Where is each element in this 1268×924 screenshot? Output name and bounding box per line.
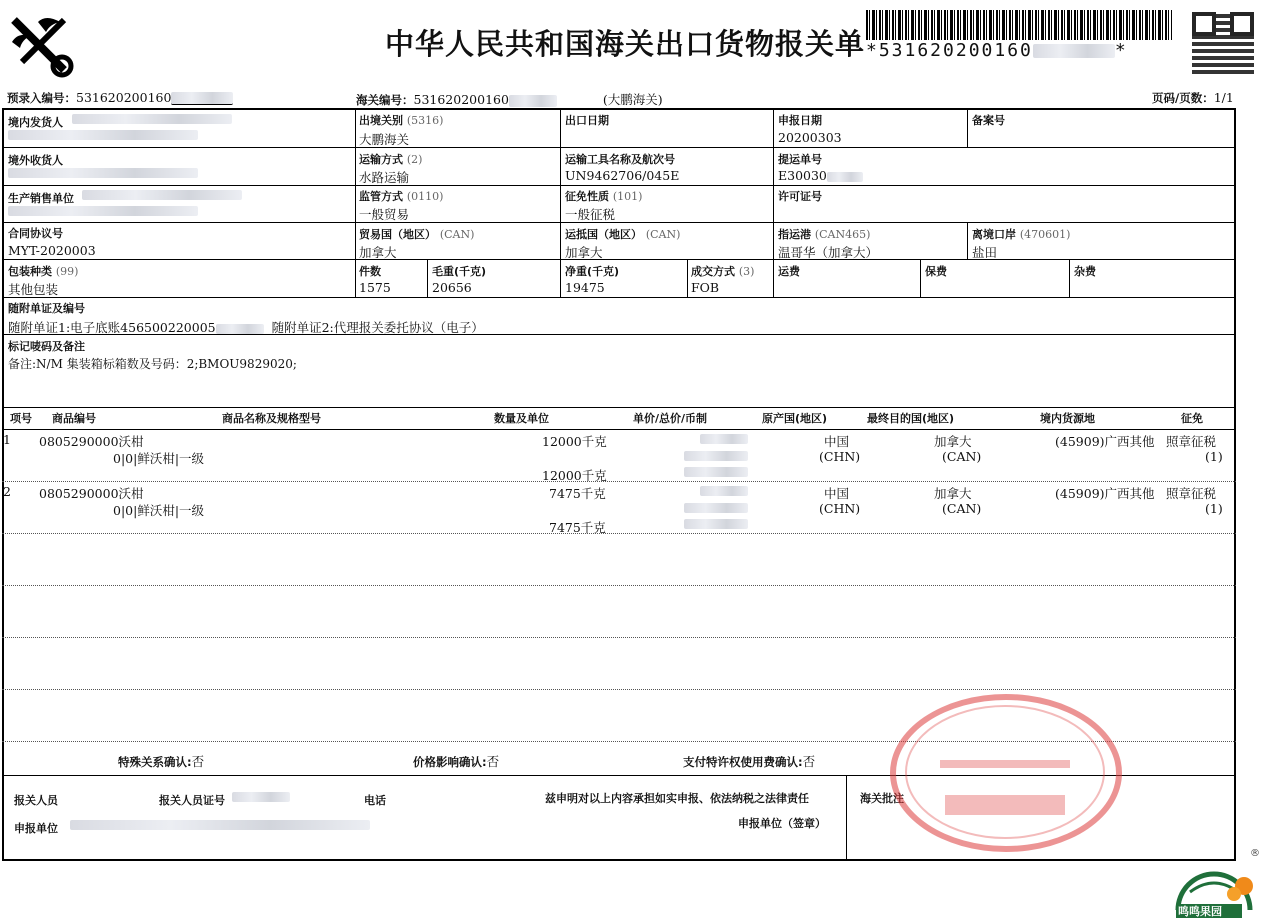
producer-label: 生产销售单位 [8, 192, 74, 205]
contract-label: 合同协议号 [8, 227, 63, 240]
total-redacted [684, 503, 748, 513]
package-value: 其他包装 [8, 282, 59, 297]
barcode-text: *531620200160 * [866, 40, 1128, 61]
deal-mode-label: 成交方式 (3) [691, 265, 755, 278]
domestic-shipper-label: 境内发货人 [8, 116, 63, 129]
price-redacted [700, 434, 748, 444]
gross-weight-label: 毛重(千克) [432, 265, 487, 278]
shipper-redacted [72, 114, 232, 124]
trade-country-value: 加拿大 [359, 245, 397, 260]
tax-nature-label: 征免性质 (101) [565, 190, 643, 203]
export-date-label: 出口日期 [565, 114, 609, 127]
col-source: 境内货源地 [1040, 412, 1095, 425]
producer-redacted [82, 190, 242, 200]
gross-weight-value: 20656 [432, 280, 472, 295]
page-indicator: 页码/页数：1/1 [1152, 90, 1234, 105]
seal-band [940, 760, 1070, 768]
tax-nature-value: 一般征税 [565, 207, 616, 222]
declare-unit-seal: 申报单位（签章） [738, 817, 826, 830]
dest-port-label: 指运港 (CAN465) [778, 228, 871, 241]
declare-unit-label: 申报单位 [14, 822, 58, 835]
exit-port-label: 离境口岸 (470601) [972, 228, 1071, 241]
insurance-label: 保费 [925, 265, 947, 278]
document-title: 中华人民共和国海关出口货物报关单 [385, 27, 866, 61]
supervision-value: 一般贸易 [359, 207, 410, 222]
pieces-value: 1575 [359, 280, 391, 295]
customs-number: 海关编号：531620200160 (大鹏海关) [356, 92, 663, 107]
deal-mode-value: FOB [691, 280, 720, 295]
vessel-label: 运输工具名称及航次号 [565, 153, 675, 166]
pieces-label: 件数 [359, 265, 381, 278]
special-relation-confirm: 特殊关系确认:否 [118, 754, 205, 769]
marks-value: 备注:N/M 集装箱标箱数及号码：2;BMOU9829020; [8, 357, 297, 371]
brand-name: 鸣鸣果园 [1178, 905, 1222, 918]
dest-country-value: 加拿大 [565, 245, 603, 260]
misc-fee-label: 杂费 [1074, 265, 1096, 278]
col-destination: 最终目的国(地区) [867, 412, 955, 425]
package-label: 包装种类 (99) [8, 265, 79, 278]
seal-text-block [945, 795, 1065, 815]
col-tax: 征免 [1181, 412, 1203, 425]
producer-redacted-2 [8, 206, 198, 216]
license-label: 许可证号 [778, 190, 822, 203]
overseas-consignee-label: 境外收货人 [8, 154, 63, 167]
vessel-value: UN9462706/045E [565, 168, 680, 183]
exit-customs-value: 大鹏海关 [359, 132, 410, 147]
net-weight-label: 净重(千克) [565, 265, 620, 278]
bill-no-label: 提运单号 [778, 153, 822, 166]
phone-label: 电话 [364, 794, 386, 807]
currency-redacted [684, 519, 748, 529]
price-impact-confirm: 价格影响确认:否 [413, 754, 500, 769]
consignee-redacted [8, 168, 198, 178]
contract-value: MYT-2020003 [8, 243, 96, 258]
exit-customs-label: 出境关别 (5316) [359, 114, 444, 127]
marks-label: 标记唛码及备注 [8, 340, 85, 353]
col-item-no: 项号 [10, 412, 32, 425]
col-hs-code: 商品编号 [52, 412, 96, 425]
currency-redacted [684, 467, 748, 477]
royalty-confirm: 支付特许权使用费确认:否 [683, 754, 816, 769]
declare-date-value: 20200303 [778, 130, 842, 145]
customs-emblem-icon [8, 12, 74, 78]
attached-docs-value: 随附单证1:电子底账456500220005 随附单证2:代理报关委托协议（电子） [8, 320, 484, 335]
qr-code [1192, 12, 1254, 74]
col-origin: 原产国(地区) [762, 412, 828, 425]
barcode [866, 10, 1172, 40]
declare-date-label: 申报日期 [778, 114, 822, 127]
registered-mark: ® [1250, 848, 1260, 859]
net-weight-value: 19475 [565, 280, 605, 295]
declarant-id-label: 报关人员证号 [159, 794, 225, 807]
transport-mode-label: 运输方式 (2) [359, 153, 423, 166]
record-no-label: 备案号 [972, 114, 1005, 127]
total-redacted [684, 451, 748, 461]
price-redacted [700, 486, 748, 496]
exit-port-value: 盐田 [972, 245, 998, 260]
declarant-id-redacted [232, 792, 290, 802]
freight-label: 运费 [778, 265, 800, 278]
dest-country-label: 运抵国（地区） (CAN) [565, 228, 681, 241]
shipper-redacted-2 [8, 130, 198, 140]
customs-approval-label: 海关批注 [860, 792, 904, 805]
trade-country-label: 贸易国（地区） (CAN) [359, 228, 475, 241]
legal-statement: 兹申明对以上内容承担如实申报、依法纳税之法律责任 [545, 792, 809, 805]
red-seal-inner-ring [905, 705, 1105, 839]
dest-port-value: 温哥华（加拿大） [778, 245, 879, 260]
transport-mode-value: 水路运输 [359, 170, 410, 185]
declare-unit-redacted [70, 820, 370, 830]
attached-docs-label: 随附单证及编号 [8, 302, 85, 315]
col-price: 单价/总价/币制 [633, 412, 708, 425]
preentry-number: 预录入编号：531620200160 [7, 90, 233, 106]
col-goods-name: 商品名称及规格型号 [222, 412, 321, 425]
bill-no-value: E30030 [778, 168, 863, 183]
declarant-label: 报关人员 [14, 794, 58, 807]
brand-logo [1172, 852, 1256, 918]
supervision-label: 监管方式 (0110) [359, 190, 444, 203]
col-quantity: 数量及单位 [494, 412, 549, 425]
